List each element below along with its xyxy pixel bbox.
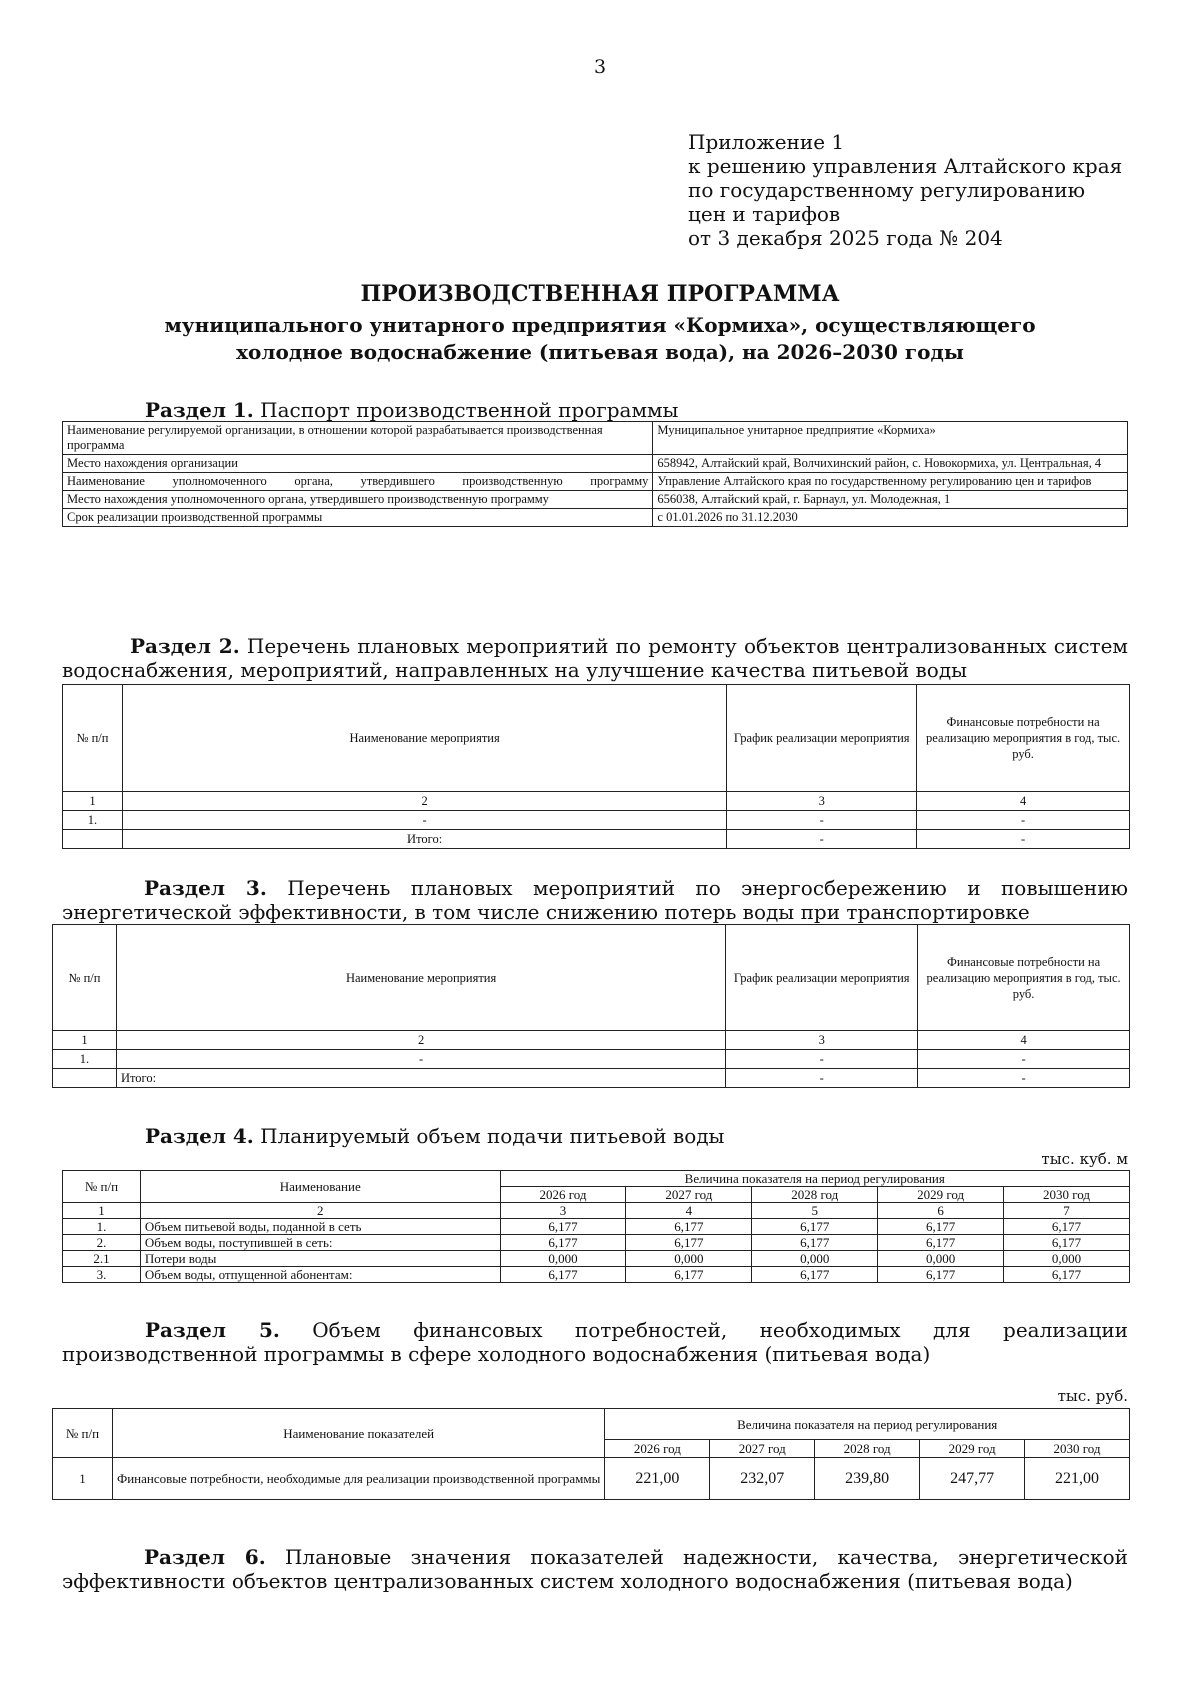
table-row (63, 422, 1128, 455)
table-cell: Объем воды, отпущенной абонентам: (140, 1267, 500, 1283)
table-header-row (53, 925, 1130, 1031)
column-header: Величина показателя на период регулирования (605, 1409, 1130, 1440)
passport-table (62, 421, 1128, 527)
column-header: График реализации мероприятия (726, 925, 918, 1031)
section-4-heading (145, 1124, 724, 1148)
table-cell: Объем воды, поступившей в сеть: (140, 1235, 500, 1251)
table-cell: 0,000 (878, 1251, 1004, 1267)
document-subtitle: муниципального унитарного предприятия «Кормиха», осуществляющего холодное водоснабжение (питьевая вода), на 2026–2030 годы (164, 313, 1036, 364)
table-cell: 3 (726, 1031, 918, 1050)
section-label: Раздел 3. (144, 876, 267, 900)
table-cell: 6,177 (626, 1267, 752, 1283)
table-cell: 2 (140, 1203, 500, 1219)
table-cell: 2. (63, 1235, 141, 1251)
year-header: 2029 год (920, 1440, 1025, 1458)
table-row (63, 1267, 1130, 1283)
table-cell: 4 (917, 792, 1130, 811)
table-cell: - (122, 811, 726, 830)
table-cell: 6,177 (878, 1267, 1004, 1283)
column-header: Наименование (140, 1171, 500, 1203)
table-cell: 6,177 (878, 1235, 1004, 1251)
table-cell: 6,177 (752, 1235, 878, 1251)
section-5-heading (62, 1318, 1128, 1366)
table-cell: 3 (500, 1203, 626, 1219)
table-row (63, 1219, 1130, 1235)
table-row (53, 1050, 1130, 1069)
table-cell: 1 (63, 1203, 141, 1219)
section-3-heading (62, 876, 1128, 924)
table-cell: 0,000 (626, 1251, 752, 1267)
table-row (63, 491, 1128, 509)
table-cell: 6,177 (752, 1219, 878, 1235)
table-cell: - (726, 1050, 918, 1069)
table-cell: 3 (727, 792, 917, 811)
table-cell: 4 (918, 1031, 1130, 1050)
table-row (63, 811, 1130, 830)
year-header: 2026 год (605, 1440, 710, 1458)
year-header: 2030 год (1025, 1440, 1130, 1458)
section-1-heading (145, 398, 678, 422)
section-title: Перечень плановых мероприятий по энергосбережению и повышению энергетической эффективности, в том числе снижению потерь воды при транспортировке (62, 876, 1128, 924)
table-row (53, 1458, 1130, 1500)
table-total-row (53, 1069, 1130, 1088)
table-cell: - (918, 1050, 1130, 1069)
table-cell: - (116, 1050, 725, 1069)
table-cell: 221,00 (605, 1458, 710, 1500)
page-number: 3 (593, 56, 607, 78)
finance-table (52, 1408, 1130, 1500)
column-header: График реализации мероприятия (727, 685, 917, 792)
table-cell: 6,177 (500, 1267, 626, 1283)
table-cell: - (726, 1069, 918, 1088)
table-cell: 2.1 (63, 1251, 141, 1267)
section-title: Перечень плановых мероприятий по ремонту объектов централизованных систем водоснабжения, мероприятий, направленных на улучшение качества питьевой воды (62, 634, 1128, 682)
section-label: Раздел 2. (130, 634, 240, 658)
table-cell: Муниципальное унитарное предприятие «Кормиха» (653, 422, 1128, 455)
table-cell: 6,177 (1004, 1235, 1130, 1251)
section-2-heading (62, 634, 1128, 682)
table-cell: Место нахождения уполномоченного органа, утвердившего производственную программу (63, 491, 653, 509)
table-cell: Наименование регулируемой организации, в отношении которой разрабатывается производственная программа (63, 422, 653, 455)
table-cell: 1 (53, 1458, 113, 1500)
table-cell: - (727, 830, 917, 849)
section-label: Раздел 6. (144, 1545, 266, 1569)
table-row (63, 509, 1128, 527)
column-header: Финансовые потребности на реализацию мероприятия в год, тыс. руб. (918, 925, 1130, 1031)
table-cell: 5 (752, 1203, 878, 1219)
section-title: Объем финансовых потребностей, необходимых для реализации производственной программы в сфере холодного водоснабжения (питьевая вода) (62, 1318, 1128, 1366)
table-cell: 239,80 (815, 1458, 920, 1500)
section-label: Раздел 4. (145, 1124, 254, 1148)
table-cell: Итого: (116, 1069, 725, 1088)
table-cell: - (917, 830, 1130, 849)
section-6-heading (62, 1545, 1128, 1593)
table-cell: - (917, 811, 1130, 830)
table-cell: 1. (53, 1050, 117, 1069)
table-header-row (63, 1171, 1130, 1187)
column-header: Наименование мероприятия (122, 685, 726, 792)
year-header: 2028 год (752, 1187, 878, 1203)
table-row (63, 1251, 1130, 1267)
table-cell: - (918, 1069, 1130, 1088)
table-cell: 1 (53, 1031, 117, 1050)
table-cell: Управление Алтайского края по государственному регулированию цен и тарифов (653, 473, 1128, 491)
table-cell: 0,000 (1004, 1251, 1130, 1267)
table-cell: 2 (116, 1031, 725, 1050)
table-cell: 6,177 (500, 1219, 626, 1235)
appendix-line: Приложение 1 (688, 130, 845, 154)
table-cell: 658942, Алтайский край, Волчихинский район, с. Новокормиха, ул. Центральная, 4 (653, 455, 1128, 473)
table-cell: 6,177 (1004, 1219, 1130, 1235)
table-row (63, 792, 1130, 811)
appendix-block (688, 130, 1122, 250)
table-cell: Потери воды (140, 1251, 500, 1267)
section-2-table (62, 684, 1130, 849)
column-header: Величина показателя на период регулирования (500, 1171, 1129, 1187)
table-cell: 247,77 (920, 1458, 1025, 1500)
column-header: № п/п (63, 685, 123, 792)
table-cell: 232,07 (710, 1458, 815, 1500)
year-header: 2030 год (1004, 1187, 1130, 1203)
section-title: Планируемый объем подачи питьевой воды (260, 1124, 725, 1148)
column-header: № п/п (53, 925, 117, 1031)
appendix-line: по государственному регулированию (688, 178, 1086, 202)
table-cell: 3. (63, 1267, 141, 1283)
table-row (63, 1235, 1130, 1251)
table-cell: Срок реализации производственной программы (63, 509, 653, 527)
table-cell: 0,000 (500, 1251, 626, 1267)
table-row (63, 1203, 1130, 1219)
table-cell (63, 830, 123, 849)
table-cell: Объем питьевой воды, поданной в сеть (140, 1219, 500, 1235)
table-cell: 6,177 (500, 1235, 626, 1251)
table-cell: с 01.01.2026 по 31.12.2030 (653, 509, 1128, 527)
year-header: 2028 год (815, 1440, 920, 1458)
table-cell: 1. (63, 1219, 141, 1235)
section-title: Паспорт производственной программы (260, 398, 679, 422)
table-cell: 6,177 (1004, 1267, 1130, 1283)
table-cell: 1 (63, 792, 123, 811)
table-row (53, 1031, 1130, 1050)
table-cell: 0,000 (752, 1251, 878, 1267)
table-cell: Наименование уполномоченного органа, утвердившего производственную программу (63, 473, 653, 491)
unit-label: тыс. куб. м (1041, 1150, 1128, 1168)
table-cell: 6,177 (752, 1267, 878, 1283)
table-cell: 7 (1004, 1203, 1130, 1219)
table-row (63, 455, 1128, 473)
column-header: Финансовые потребности на реализацию мероприятия в год, тыс. руб. (917, 685, 1130, 792)
year-header: 2029 год (878, 1187, 1004, 1203)
year-header: 2027 год (626, 1187, 752, 1203)
section-label: Раздел 5. (145, 1318, 280, 1342)
appendix-line: цен и тарифов (688, 202, 841, 226)
section-title: Плановые значения показателей надежности, качества, энергетической эффективности объектов централизованных систем холодного водоснабжения (питьевая вода) (62, 1545, 1128, 1593)
appendix-line: от 3 декабря 2025 года № 204 (688, 226, 1003, 250)
table-cell: Место нахождения организации (63, 455, 653, 473)
unit-label: тыс. руб. (1057, 1387, 1128, 1405)
table-cell: 2 (122, 792, 726, 811)
table-cell: 6 (878, 1203, 1004, 1219)
column-header: Наименование показателей (112, 1409, 604, 1458)
table-total-row (63, 830, 1130, 849)
table-cell (53, 1069, 117, 1088)
table-cell: 4 (626, 1203, 752, 1219)
column-header: № п/п (53, 1409, 113, 1458)
table-cell: 221,00 (1025, 1458, 1130, 1500)
appendix-line: к решению управления Алтайского края (688, 154, 1123, 178)
section-3-table (52, 924, 1130, 1088)
section-label: Раздел 1. (145, 398, 254, 422)
water-volume-table (62, 1170, 1130, 1283)
table-header-row (53, 1409, 1130, 1440)
table-cell: 656038, Алтайский край, г. Барнаул, ул. Молодежная, 1 (653, 491, 1128, 509)
table-cell: Финансовые потребности, необходимые для реализации производственной программы (112, 1458, 604, 1500)
column-header: Наименование мероприятия (116, 925, 725, 1031)
year-header: 2026 год (500, 1187, 626, 1203)
column-header: № п/п (63, 1171, 141, 1203)
table-cell: - (727, 811, 917, 830)
table-header-row (63, 685, 1130, 792)
table-cell: 1. (63, 811, 123, 830)
table-cell: 6,177 (626, 1235, 752, 1251)
document-title: ПРОИЗВОДСТВЕННАЯ ПРОГРАММА (360, 281, 840, 307)
year-header: 2027 год (710, 1440, 815, 1458)
table-row (63, 473, 1128, 491)
table-cell: Итого: (122, 830, 726, 849)
table-cell: 6,177 (626, 1219, 752, 1235)
table-cell: 6,177 (878, 1219, 1004, 1235)
